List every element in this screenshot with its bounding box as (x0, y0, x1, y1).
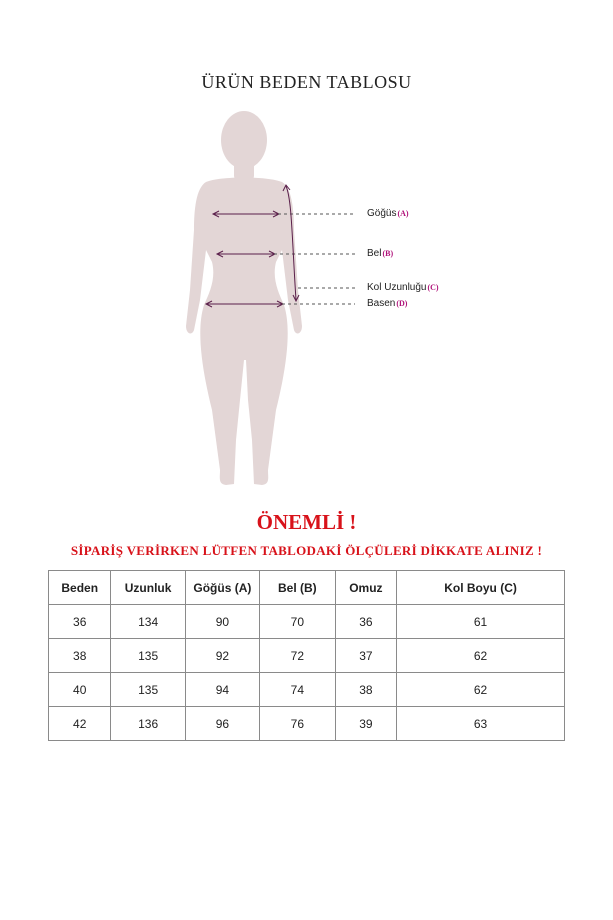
table-header-row (49, 571, 565, 605)
header-cell: Bel (B) (259, 571, 335, 605)
table-row (49, 605, 565, 639)
important-heading: ÖNEMLİ ! (256, 510, 357, 534)
label-sleeve (367, 282, 439, 293)
table-cell: 94 (185, 673, 259, 707)
table-cell: 62 (397, 673, 565, 707)
table-cell: 72 (259, 639, 335, 673)
header-cell: Uzunluk (111, 571, 185, 605)
table-cell: 62 (397, 639, 565, 673)
header-cell: Göğüs (A) (185, 571, 259, 605)
table-row (49, 707, 565, 741)
label-hip-text: Basen (367, 298, 396, 309)
table-cell: 40 (49, 673, 111, 707)
table-cell: 76 (259, 707, 335, 741)
label-waist (367, 248, 393, 259)
table-cell: 135 (111, 639, 185, 673)
table-cell: 136 (111, 707, 185, 741)
label-chest-code: (A) (397, 209, 409, 218)
table-cell: 36 (49, 605, 111, 639)
label-waist-text: Bel (367, 248, 382, 259)
table-cell: 36 (335, 605, 396, 639)
label-chest (367, 208, 409, 219)
header-cell: Omuz (335, 571, 396, 605)
table-row (49, 639, 565, 673)
header-cell: Kol Boyu (C) (397, 571, 565, 605)
label-hip (367, 298, 407, 309)
table-cell: 38 (49, 639, 111, 673)
label-sleeve-code: (C) (427, 283, 439, 292)
order-notice: SİPARİŞ VERİRKEN LÜTFEN TABLODAKİ ÖLÇÜLERİ DİKKATE ALINIZ ! (70, 543, 543, 558)
table-cell: 74 (259, 673, 335, 707)
size-table (48, 570, 565, 741)
label-sleeve-text: Kol Uzunluğu (367, 282, 427, 293)
page-title: ÜRÜN BEDEN TABLOSU (201, 72, 412, 92)
table-cell: 38 (335, 673, 396, 707)
label-hip-code: (D) (396, 299, 408, 308)
table-cell: 70 (259, 605, 335, 639)
table-cell: 96 (185, 707, 259, 741)
body-silhouette (186, 111, 302, 485)
table-cell: 63 (397, 707, 565, 741)
table-cell: 61 (397, 605, 565, 639)
label-waist-code: (B) (382, 249, 394, 258)
table-cell: 39 (335, 707, 396, 741)
table-row (49, 673, 565, 707)
table-cell: 90 (185, 605, 259, 639)
table-cell: 92 (185, 639, 259, 673)
table-cell: 134 (111, 605, 185, 639)
header-cell: Beden (49, 571, 111, 605)
label-chest-text: Göğüs (367, 208, 397, 219)
table-cell: 42 (49, 707, 111, 741)
table-cell: 37 (335, 639, 396, 673)
table-cell: 135 (111, 673, 185, 707)
